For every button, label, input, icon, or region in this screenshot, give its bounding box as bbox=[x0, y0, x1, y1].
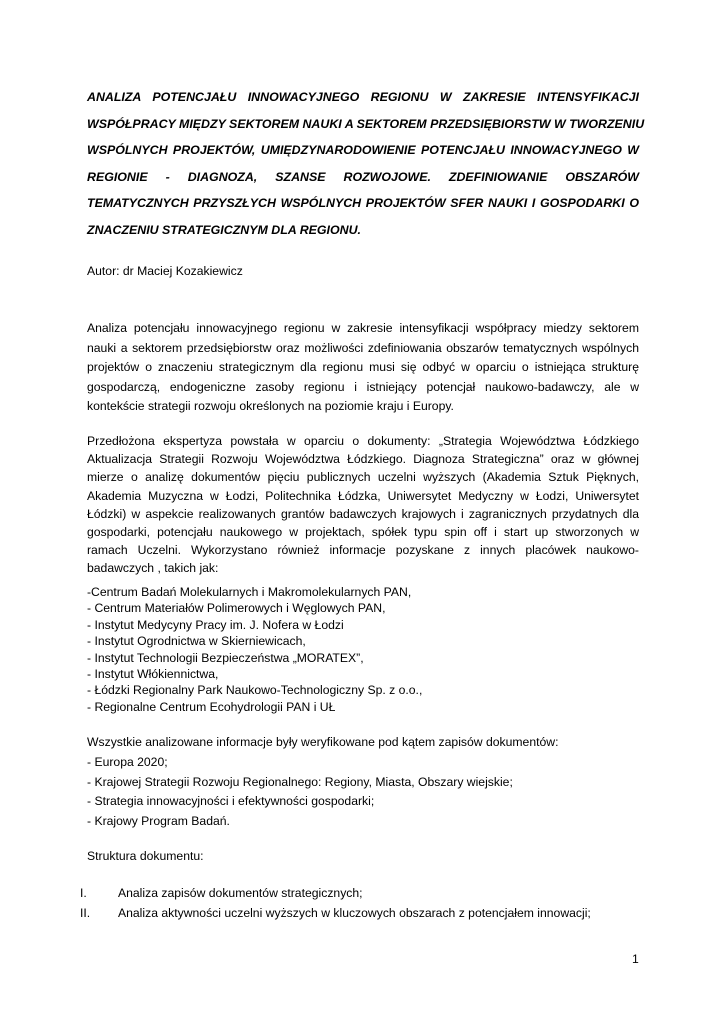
paragraph-sources bbox=[87, 432, 639, 578]
list-item: - Instytut Włókiennictwa, bbox=[87, 667, 219, 682]
paragraph-line: Przedłożona ekspertyza powstała w oparciu o dokumenty: „Strategia Województwa Łódzkiego bbox=[87, 434, 639, 448]
paragraph-line: gospodarki, potencjału naukowego w projektach, spółek typu spin off i start up stworzonych w bbox=[87, 525, 639, 540]
paragraph-line: badawczych , takich jak: bbox=[87, 561, 219, 576]
paragraph-line: Łódzki) w aspekcie realizowanych grantów badawczych krajowych i zagranicznych przydatnych dla bbox=[87, 506, 639, 521]
author-line: Autor: dr Maciej Kozakiewicz bbox=[87, 264, 243, 278]
structure-item-text: Analiza aktywności uczelni wyższych w kluczowych obszarach z potencjałem innowacji; bbox=[118, 906, 591, 920]
list-item: - Instytut Ogrodnictwa w Skierniewicach, bbox=[87, 634, 306, 649]
list-item: -Centrum Badań Molekularnych i Makromolekularnych PAN, bbox=[87, 585, 412, 599]
list-item: - Europa 2020; bbox=[87, 754, 168, 769]
paragraph-line: projektów o znaczeniu strategicznym dla regionu musi się odbyć w oparciu o istniejąca strukturę bbox=[87, 360, 639, 375]
title-line: ANALIZA POTENCJAŁU INNOWACYJNEGO REGIONU W ZAKRESIE INTENSYFIKACJI bbox=[87, 90, 639, 104]
title-line: REGIONIE - DIAGNOZA, SZANSE ROZWOJOWE. ZDEFINIOWANIE OBSZARÓW bbox=[87, 169, 639, 184]
structure-heading: Struktura dokumentu: bbox=[87, 849, 204, 863]
paragraph-line: kontekście strategii rozwoju określonych na poziomie kraju i Europy. bbox=[87, 399, 454, 414]
title-line: ZNACZENIU STRATEGICZNYM DLA REGIONU. bbox=[87, 222, 361, 237]
page-number: 1 bbox=[632, 952, 639, 966]
list-item: - Instytut Medycyny Pracy im. J. Nofera w Łodzi bbox=[87, 617, 344, 632]
verification-intro: Wszystkie analizowane informacje były weryfikowane pod kątem zapisów dokumentów: bbox=[87, 735, 559, 749]
institutions-list bbox=[87, 584, 422, 715]
list-item: - Strategia innowacyjności i efektywności gospodarki; bbox=[87, 794, 375, 809]
list-item: - Krajowej Strategii Rozwoju Regionalnego: Regiony, Miasta, Obszary wiejskie; bbox=[87, 774, 513, 789]
list-item: - Regionalne Centrum Ecohydrologii PAN i UŁ bbox=[87, 699, 336, 714]
paragraph-line: mierze o analizę dokumentów pięciu publicznych uczelni wyższych (Akademia Sztuk Pięknych, bbox=[87, 470, 639, 485]
list-item: - Krajowy Program Badań. bbox=[87, 814, 230, 829]
paragraph-line: nauki a sektorem przedsiębiorstw oraz możliwości zdefiniowania obszarów tematycznych wspólnych bbox=[87, 340, 639, 355]
title-line: TEMATYCZNYCH PRZYSZŁYCH WSPÓLNYCH PROJEKTÓW SFER NAUKI I GOSPODARKI O bbox=[87, 196, 639, 211]
list-item: - Instytut Technologii Bezpieczeństwa „MORATEX”, bbox=[87, 650, 364, 665]
paragraph-line: gospodarczą, endogeniczne zasoby regionu i istniejący potencjał naukowo-badawczy, ale w bbox=[87, 379, 639, 394]
title-line: WSPÓŁPRACY MIĘDZY SEKTOREM NAUKI A SEKTOREM PRZEDSIĘBIORSTW W TWORZENIU bbox=[87, 116, 645, 131]
paragraph-line: Akademia Muzyczna w Łodzi, Politechnika Łódzka, Uniwersytet Medyczny w Łodzi, Uniwersytet bbox=[87, 488, 639, 503]
paragraph-line: Aktualizacja Strategii Rozwoju Województwa Łódzkiego. Diagnoza Strategiczna” oraz w głównej bbox=[87, 452, 639, 467]
structure-item-text: Analiza zapisów dokumentów strategicznych; bbox=[118, 886, 363, 900]
title-line: WSPÓLNYCH PROJEKTÓW, UMIĘDZYNARODOWIENIE POTENCJAŁU INNOWACYJNEGO W bbox=[87, 143, 639, 158]
verification-section bbox=[87, 733, 558, 832]
list-item: - Centrum Materiałów Polimerowych i Węglowych PAN, bbox=[87, 601, 386, 616]
paragraph-line: ramach Uczelni. Wykorzystano również informacje pozyskane z innych placówek naukowo- bbox=[87, 543, 639, 558]
list-item: - Łódzki Regionalny Park Naukowo-Technologiczny Sp. z o.o., bbox=[87, 683, 423, 698]
roman-numeral: I. bbox=[80, 886, 87, 900]
paragraph-line: Analiza potencjału innowacyjnego regionu w zakresie intensyfikacji współpracy miedzy sektorem bbox=[87, 321, 639, 335]
paragraph-intro bbox=[87, 319, 639, 417]
roman-numeral: II. bbox=[80, 906, 91, 920]
document-title bbox=[87, 84, 645, 244]
